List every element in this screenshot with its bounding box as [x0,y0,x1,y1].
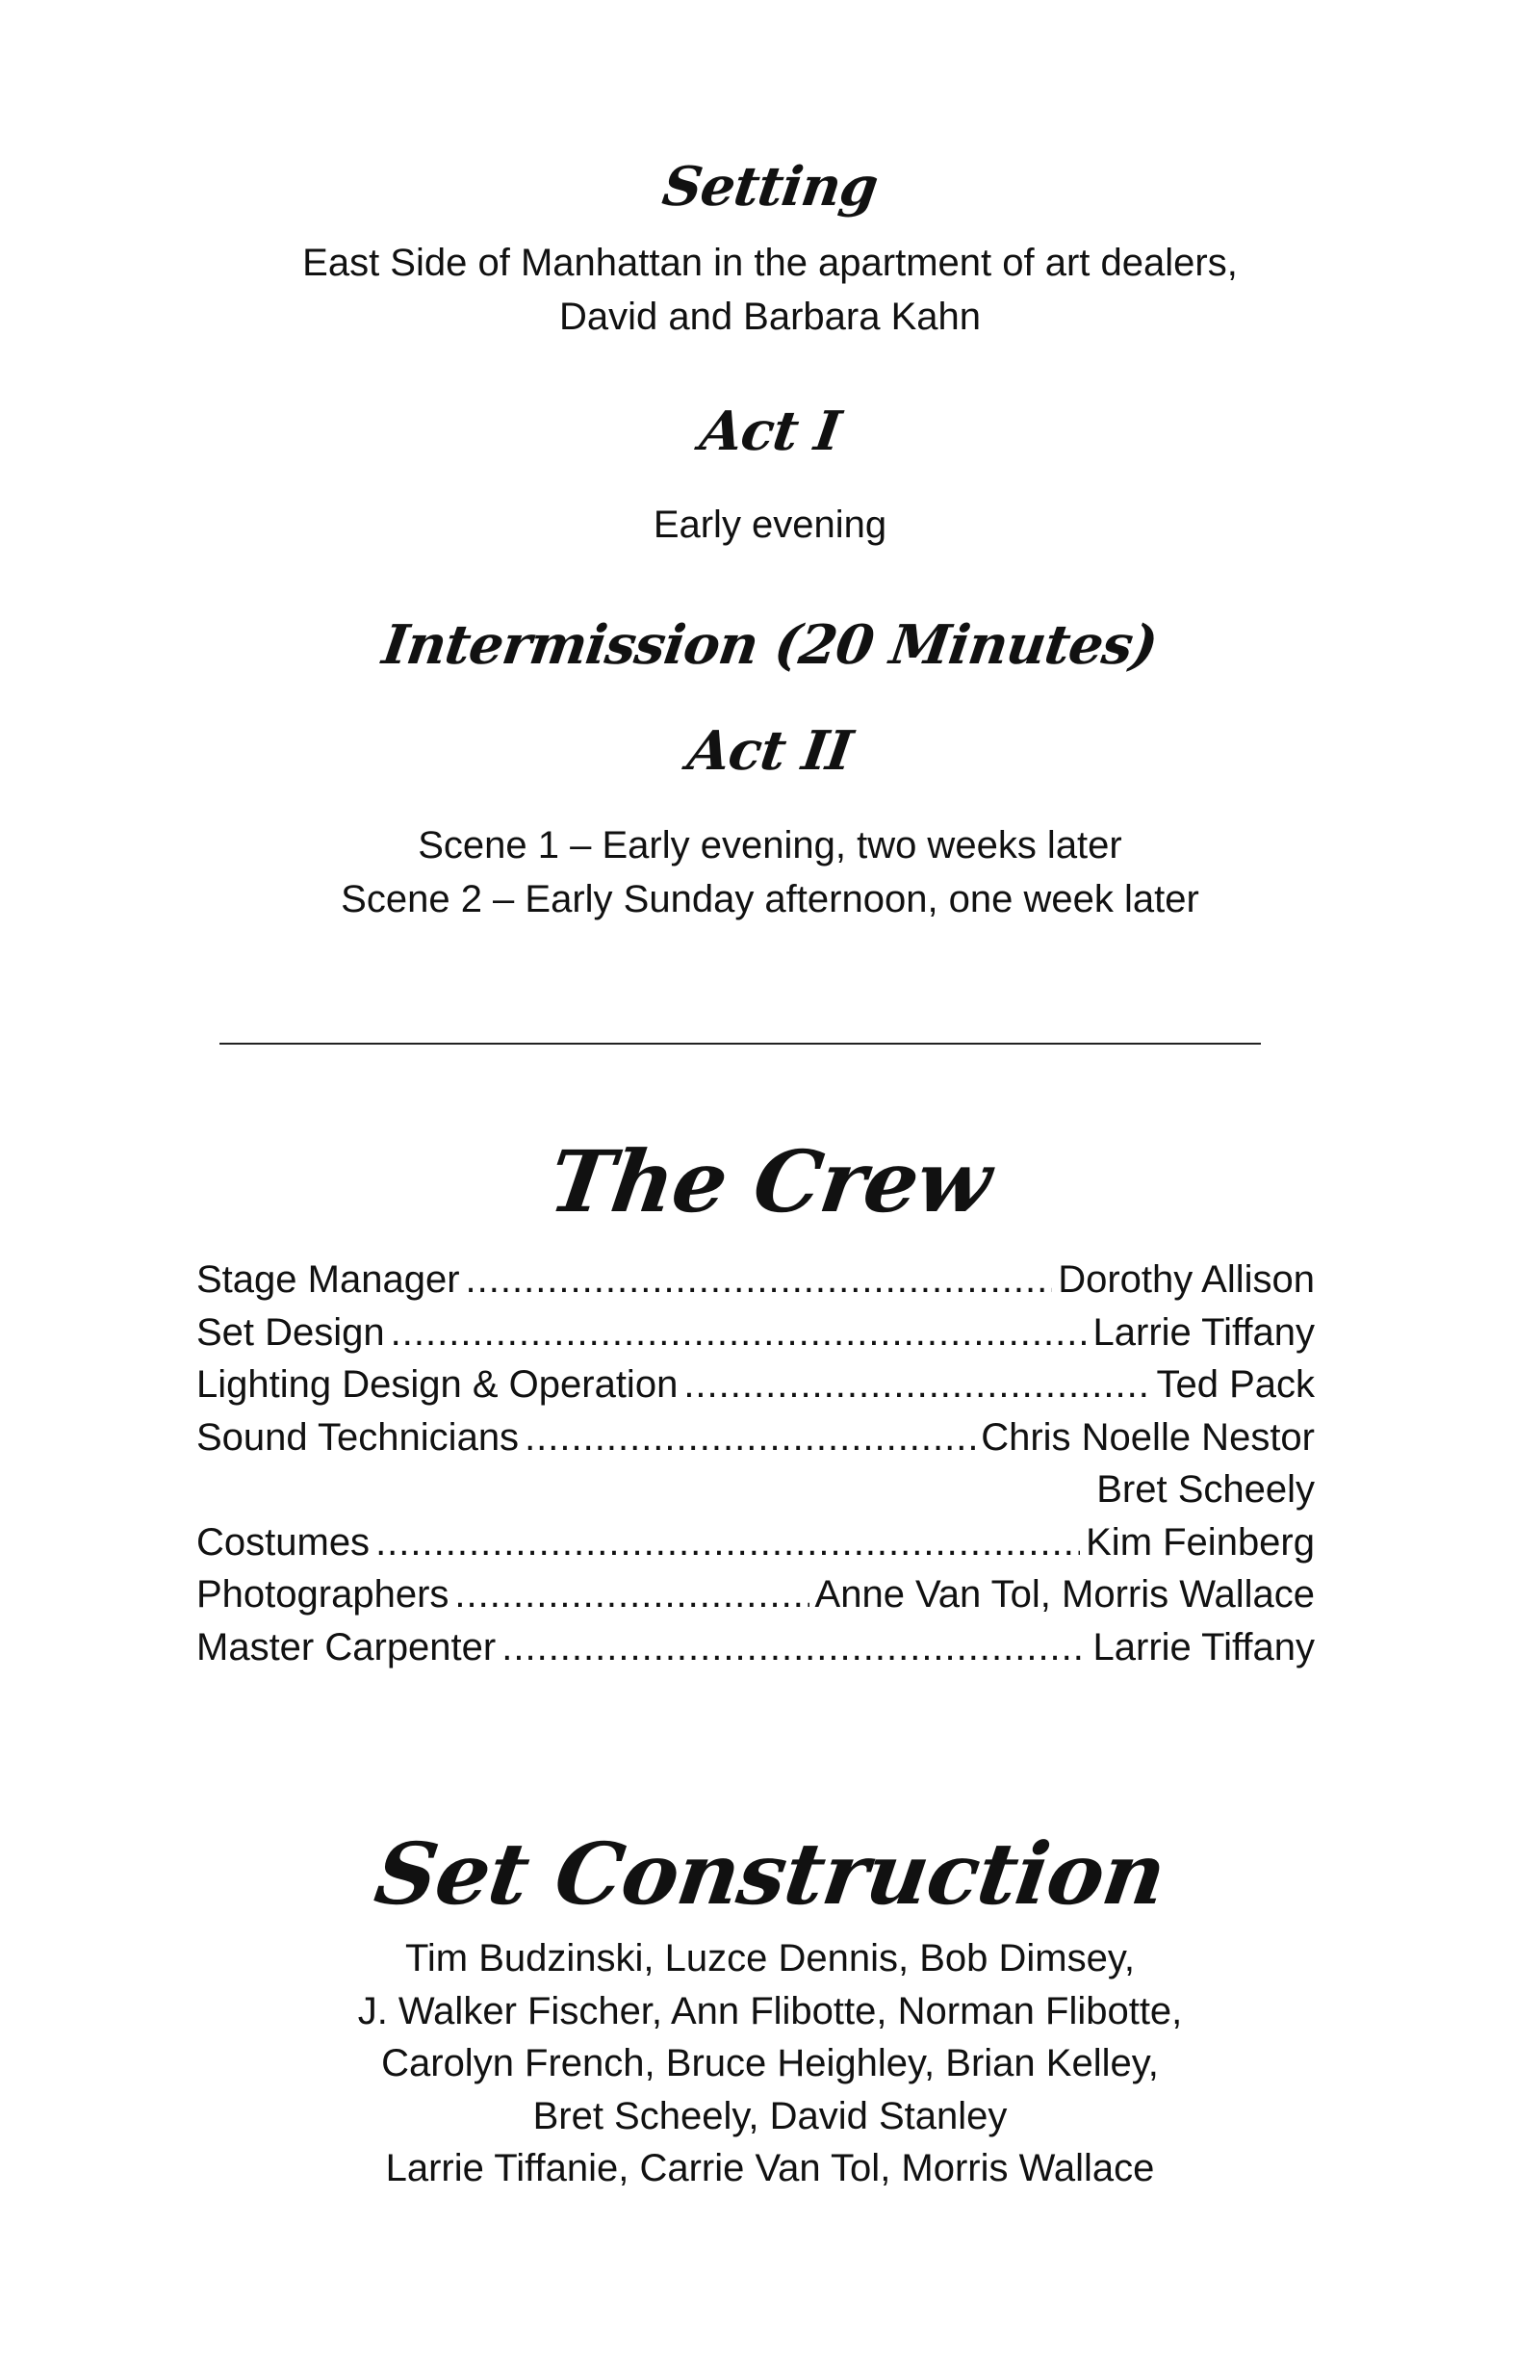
dot-leader [525,1411,975,1464]
set-construction-line: J. Walker Fischer, Ann Flibotte, Norman Flibotte, [357,1989,1183,2032]
crew-name: Dorothy Allison [1058,1258,1315,1301]
crew-row [196,1568,1315,1621]
dot-leader [683,1358,1150,1411]
dot-leader [466,1254,1053,1306]
crew-role: Set Design [196,1310,385,1354]
setting-heading [0,155,1540,219]
crew-name: Anne Van Tol, Morris Wallace [814,1573,1315,1616]
setting-line: East Side of Manhattan in the apartment of art dealers, [302,242,1238,284]
crew-role: Master Carpenter [196,1625,497,1669]
set-construction-line: Bret Scheely, David Stanley [532,2094,1008,2137]
setting-description [0,236,1540,344]
crew-row [196,1516,1315,1569]
act-2-description [0,818,1540,926]
crew-role: Photographers [196,1573,449,1616]
act-1-line: Early evening [653,504,887,546]
dot-leader [501,1621,1087,1674]
crew-name-continued: Bret Scheely [1096,1468,1315,1511]
crew-row [196,1306,1315,1359]
dot-leader [375,1516,1080,1569]
crew-name: Kim Feinberg [1086,1520,1315,1564]
act-2-heading [0,719,1540,783]
crew-name: Larrie Tiffany [1092,1625,1315,1669]
act-2-heading-text: Act II [683,719,857,783]
crew-heading-text: The Crew [543,1131,997,1231]
crew-name: Chris Noelle Nestor [981,1415,1315,1459]
crew-name: Ted Pack [1156,1363,1315,1406]
crew-row [196,1621,1315,1674]
crew-role: Sound Technicians [196,1415,520,1459]
crew-row [196,1358,1315,1411]
dot-leader [454,1568,808,1621]
section-divider [219,1043,1261,1045]
set-construction-line: Tim Budzinski, Luzce Dennis, Bob Dimsey, [404,1937,1136,1979]
crew-row [196,1254,1315,1306]
set-construction-line: Carolyn French, Bruce Heighley, Brian Kelley, [381,2042,1159,2084]
setting-line: David and Barbara Kahn [558,296,982,338]
crew-heading [0,1131,1540,1231]
crew-role: Stage Manager [196,1258,460,1301]
dot-leader [391,1306,1088,1359]
setting-heading-text: Setting [658,155,882,219]
intermission-heading [0,613,1540,677]
act-2-scene-line: Scene 1 – Early evening, two weeks later [418,824,1122,867]
act-1-description [0,498,1540,552]
act-1-heading [0,400,1540,463]
crew-name: Larrie Tiffany [1092,1310,1315,1354]
set-construction-heading-text: Set Construction [369,1824,1171,1924]
crew-role: Lighting Design & Operation [196,1363,679,1406]
set-construction-heading [0,1824,1540,1924]
act-2-scene-line: Scene 2 – Early Sunday afternoon, one week later [341,878,1199,920]
intermission-heading-text: Intermission (20 Minutes) [378,613,1162,677]
crew-role: Costumes [196,1520,371,1564]
set-construction-names [0,1932,1540,2195]
set-construction-line: Larrie Tiffanie, Carrie Van Tol, Morris Wallace [385,2147,1155,2189]
crew-row [196,1411,1315,1464]
act-1-heading-text: Act I [696,400,844,463]
crew-list [196,1254,1315,1673]
